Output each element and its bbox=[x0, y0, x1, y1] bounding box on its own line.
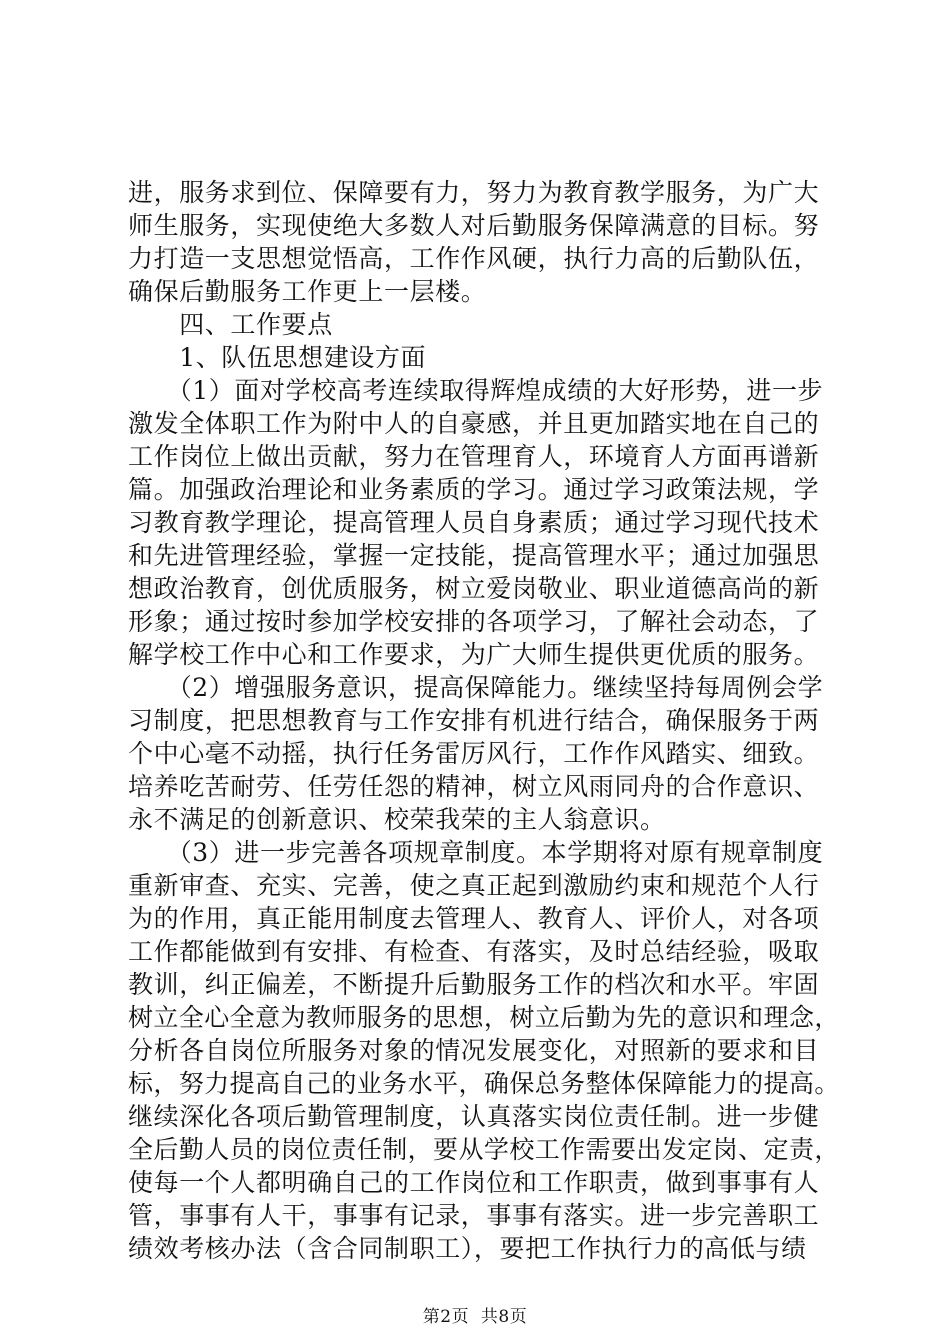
body-text-line: 工作岗位上做出贡献，努力在管理育人，环境育人方面再谱新 bbox=[128, 442, 820, 471]
body-text-line: 激发全体职工作为附中人的自豪感，并且更加踏实地在自己的 bbox=[128, 409, 820, 438]
body-text-line: 篇。加强政治理论和业务素质的学习。通过学习政策法规，学 bbox=[128, 475, 820, 504]
body-text-line: 确保后勤服务工作更上一层楼。 bbox=[128, 277, 487, 306]
page-footer: 第2页 共8页 bbox=[422, 1307, 528, 1327]
body-text-line: （3）进一步完善各项规章制度。本学期将对原有规章制度 bbox=[128, 838, 824, 867]
body-text-line: 形象；通过按时参加学校安排的各项学习，了解社会动态，了 bbox=[128, 607, 820, 636]
body-text-line: 树立全心全意为教师服务的思想，树立后勤为先的意识和理念， bbox=[128, 1003, 840, 1032]
body-text-line: 教训，纠正偏差，不断提升后勤服务工作的档次和水平。牢固 bbox=[128, 970, 820, 999]
body-text-line: 管，事事有人干，事事有记录，事事有落实。进一步完善职工 bbox=[128, 1201, 820, 1230]
body-text-line: 师生服务，实现使绝大多数人对后勤服务保障满意的目标。努 bbox=[128, 211, 820, 240]
body-text-line: 解学校工作中心和工作要求，为广大师生提供更优质的服务。 bbox=[128, 640, 820, 669]
body-text-line: 永不满足的创新意识、校荣我荣的主人翁意识。 bbox=[128, 805, 666, 834]
body-text-line: 继续深化各项后勤管理制度，认真落实岗位责任制。进一步健 bbox=[128, 1102, 820, 1131]
body-text-line: （1）面对学校高考连续取得辉煌成绩的大好形势，进一步 bbox=[128, 376, 824, 405]
body-text-line: 重新审查、充实、完善，使之真正起到激励约束和规范个人行 bbox=[128, 871, 820, 900]
document-body bbox=[128, 176, 840, 1265]
body-text-line: 使每一个人都明确自己的工作岗位和工作职责，做到事事有人 bbox=[128, 1168, 820, 1197]
body-text-line: 全后勤人员的岗位责任制，要从学校工作需要出发定岗、定责， bbox=[128, 1135, 840, 1164]
body-text-line: 力打造一支思想觉悟高，工作作风硬，执行力高的后勤队伍， bbox=[128, 244, 820, 273]
body-text-line: 想政治教育，创优质服务，树立爱岗敬业、职业道德高尚的新 bbox=[128, 574, 820, 603]
body-text-line: 习教育教学理论，提高管理人员自身素质；通过学习现代技术 bbox=[128, 508, 820, 537]
body-text-line: 绩效考核办法（含合同制职工），要把工作执行力的高低与绩 bbox=[128, 1234, 807, 1263]
body-text-line: 进，服务求到位、保障要有力，努力为教育教学服务，为广大 bbox=[128, 178, 820, 207]
body-text-line: 个中心毫不动摇，执行任务雷厉风行，工作作风踏实、细致。 bbox=[128, 739, 820, 768]
section-heading: 四、工作要点 bbox=[128, 310, 333, 339]
body-text-line: 标，努力提高自己的业务水平，确保总务整体保障能力的提高。 bbox=[128, 1069, 840, 1098]
body-text-line: 工作都能做到有安排、有检查、有落实，及时总结经验，吸取 bbox=[128, 937, 820, 966]
body-text-line: 习制度，把思想教育与工作安排有机进行结合，确保服务于两 bbox=[128, 706, 820, 735]
body-text-line: （2）增强服务意识，提高保障能力。继续坚持每周例会学 bbox=[128, 673, 824, 702]
body-text-line: 分析各自岗位所服务对象的情况发展变化，对照新的要求和目 bbox=[128, 1036, 820, 1065]
body-text-line: 为的作用，真正能用制度去管理人、教育人、评价人，对各项 bbox=[128, 904, 820, 933]
subsection-heading: 1、队伍思想建设方面 bbox=[128, 343, 427, 372]
body-text-line: 和先进管理经验，掌握一定技能，提高管理水平；通过加强思 bbox=[128, 541, 820, 570]
body-text-line: 培养吃苦耐劳、任劳任怨的精神，树立风雨同舟的合作意识、 bbox=[128, 772, 820, 801]
